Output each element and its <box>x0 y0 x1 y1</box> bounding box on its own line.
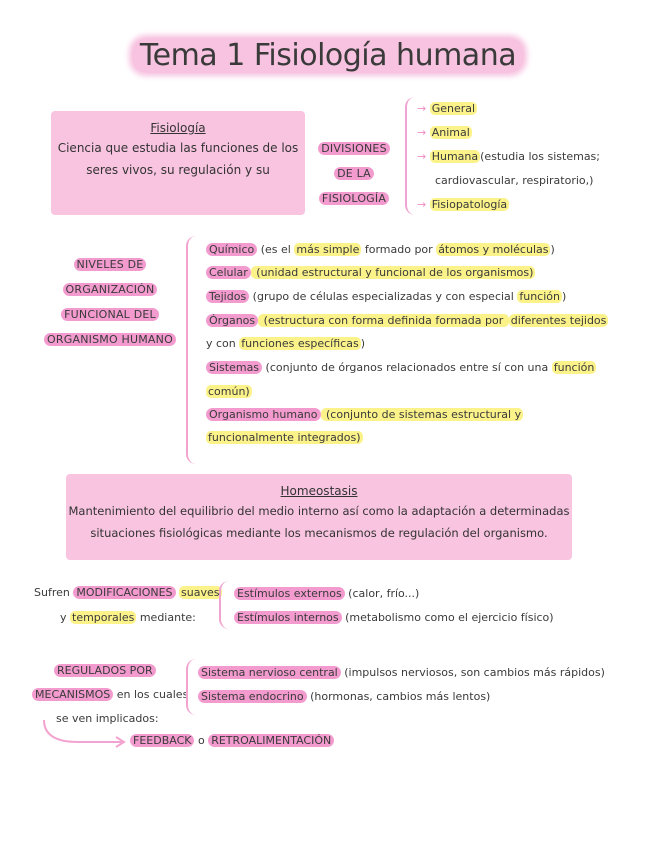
nivel-text: (es el <box>257 243 295 256</box>
nivel-highlight: (estructura con forma definida formada por <box>260 314 507 327</box>
homeostasis-line2: situaciones fisiológicas mediante los mecanismos de regulación del organismo. <box>90 526 548 540</box>
nivel-organos <box>206 314 608 327</box>
nivel-name: Sistemas <box>206 361 262 374</box>
niveles-label <box>40 252 180 352</box>
mod-text: y <box>60 611 71 624</box>
nivel-sistemas <box>206 361 596 374</box>
sistema-endocrino <box>198 690 490 703</box>
division-humana: Humana <box>431 150 479 163</box>
nivel-text: (grupo de células especializadas y con especial <box>249 290 518 303</box>
sistemas-bracket <box>186 659 196 715</box>
regulados-highlight: REGULADOS POR <box>54 664 156 677</box>
nivel-highlight: funcionalmente integrados) <box>208 431 361 444</box>
niveles-label-3: FUNCIONAL DEL <box>61 308 159 321</box>
nivel-highlight: más simple <box>296 243 360 256</box>
nivel-sistemas-line2 <box>206 385 252 398</box>
nivel-organos-line2 <box>206 337 365 350</box>
nivel-text: ) <box>550 243 555 256</box>
division-item <box>417 198 509 211</box>
nivel-highlight: funciones específicas <box>241 337 359 350</box>
division-fisiopatologia: Fisiopatología <box>431 198 508 211</box>
nivel-organismo <box>206 408 523 421</box>
nivel-name: Organismo humano <box>206 408 321 421</box>
fisiologia-line2: seres vivos, su regulación y su <box>86 163 270 177</box>
arrow-right-icon: → <box>417 126 430 139</box>
feedback-line <box>130 734 334 747</box>
homeostasis-box <box>66 474 572 560</box>
curved-arrow-icon <box>38 718 128 752</box>
nivel-name: Tejidos <box>206 290 249 303</box>
nivel-text: (conjunto de órganos relacionados entre sí con una <box>262 361 552 374</box>
homeostasis-heading: Homeostasis <box>280 484 358 498</box>
homeostasis-line1: Mantenimiento del equilibrio del medio interno así como la adaptación a determinadas <box>68 504 570 518</box>
sistema-note: (impulsos nerviosos, son cambios más rápidos) <box>340 666 605 679</box>
nivel-name: Órganos <box>206 314 258 327</box>
divisiones-label-2: DE LA <box>334 167 374 180</box>
nivel-text: y con <box>206 337 240 350</box>
fisiologia-line1: Ciencia que estudia las funciones de los <box>57 141 299 155</box>
nivel-text: formado por <box>361 243 437 256</box>
sistema-nervioso <box>198 666 605 679</box>
arrow-right-icon: → <box>417 198 430 211</box>
feedback-label: FEEDBACK <box>130 734 194 747</box>
division-item <box>417 126 472 139</box>
niveles-label-4: ORGANISMO HUMANO <box>44 333 176 346</box>
mod-highlight: MODIFICACIONES <box>73 586 175 599</box>
mod-text: mediante: <box>136 611 196 624</box>
estimulo-interno <box>234 611 554 624</box>
page-title-text: Tema 1 Fisiología humana <box>132 38 524 73</box>
mod-highlight: suaves <box>181 586 220 599</box>
division-item <box>417 150 600 163</box>
fisiologia-heading: Fisiología <box>150 121 206 135</box>
nivel-text: ) <box>360 337 365 350</box>
mod-highlight: temporales <box>72 611 135 624</box>
retroalimentacion-label: RETROALIMENTACIÓN <box>208 734 334 747</box>
regulados-text: en los cuales <box>113 688 189 701</box>
estimulo-name: Estímulos externos <box>234 587 345 600</box>
divisiones-label-3: FISIOLOGÍA <box>319 192 389 205</box>
nivel-highlight: función <box>553 361 595 374</box>
nivel-organismo-line2 <box>206 431 363 444</box>
humana-note-line2: cardiovascular, respiratorio,) <box>435 174 594 187</box>
estimulo-name: Estímulos internos <box>234 611 342 624</box>
nivel-text: ) <box>561 290 567 303</box>
nivel-highlight: función <box>519 290 560 303</box>
regulados-highlight: MECANISMOS <box>32 688 113 701</box>
divisiones-bracket <box>405 97 415 215</box>
nivel-name: Químico <box>206 243 257 256</box>
nivel-highlight: (unidad estructural y funcional de los organismos) <box>252 266 534 279</box>
divisiones-label-1: DIVISIONES <box>318 142 390 155</box>
feedback-connector: o <box>194 734 209 747</box>
humana-note-1: (estudia los sistemas; <box>480 150 600 163</box>
sistema-note: (hormonas, cambios más lentos) <box>306 690 491 703</box>
fisiologia-box <box>51 111 305 215</box>
arrow-right-icon: → <box>417 150 430 163</box>
nivel-celular <box>206 266 535 279</box>
niveles-label-1: NIVELES DE <box>74 258 147 271</box>
sistema-name: Sistema endocrino <box>198 690 307 703</box>
nivel-tejidos <box>206 290 566 303</box>
page-title <box>0 38 656 73</box>
nivel-highlight: (conjunto de sistemas estructural y <box>322 408 522 421</box>
regulados-line2 <box>32 688 188 701</box>
estimulo-externo <box>234 587 419 600</box>
division-animal: Animal <box>431 126 470 139</box>
nivel-quimico <box>206 243 555 256</box>
nivel-highlight: común) <box>208 385 250 398</box>
sistema-name: Sistema nervioso central <box>198 666 341 679</box>
regulados-line3: se ven implicados: <box>56 712 159 725</box>
division-item <box>417 102 477 115</box>
division-general: General <box>431 102 476 115</box>
mod-text: Sufren <box>34 586 74 599</box>
niveles-bracket <box>186 236 198 464</box>
regulados-line1 <box>54 664 156 677</box>
modificaciones-line1 <box>34 586 222 599</box>
estimulo-note: (calor, frío...) <box>344 587 420 600</box>
estimulo-note: (metabolismo como el ejercicio físico) <box>341 611 554 624</box>
nivel-name: Celular <box>206 266 251 279</box>
modificaciones-line2 <box>60 611 196 624</box>
divisiones-label <box>318 136 390 211</box>
estimulos-bracket <box>219 581 229 629</box>
nivel-highlight: diferentes tejidos <box>510 314 607 327</box>
nivel-highlight: átomos y moléculas <box>438 243 549 256</box>
arrow-right-icon: → <box>417 102 430 115</box>
niveles-label-2: ORGANIZACIÓN <box>63 283 158 296</box>
